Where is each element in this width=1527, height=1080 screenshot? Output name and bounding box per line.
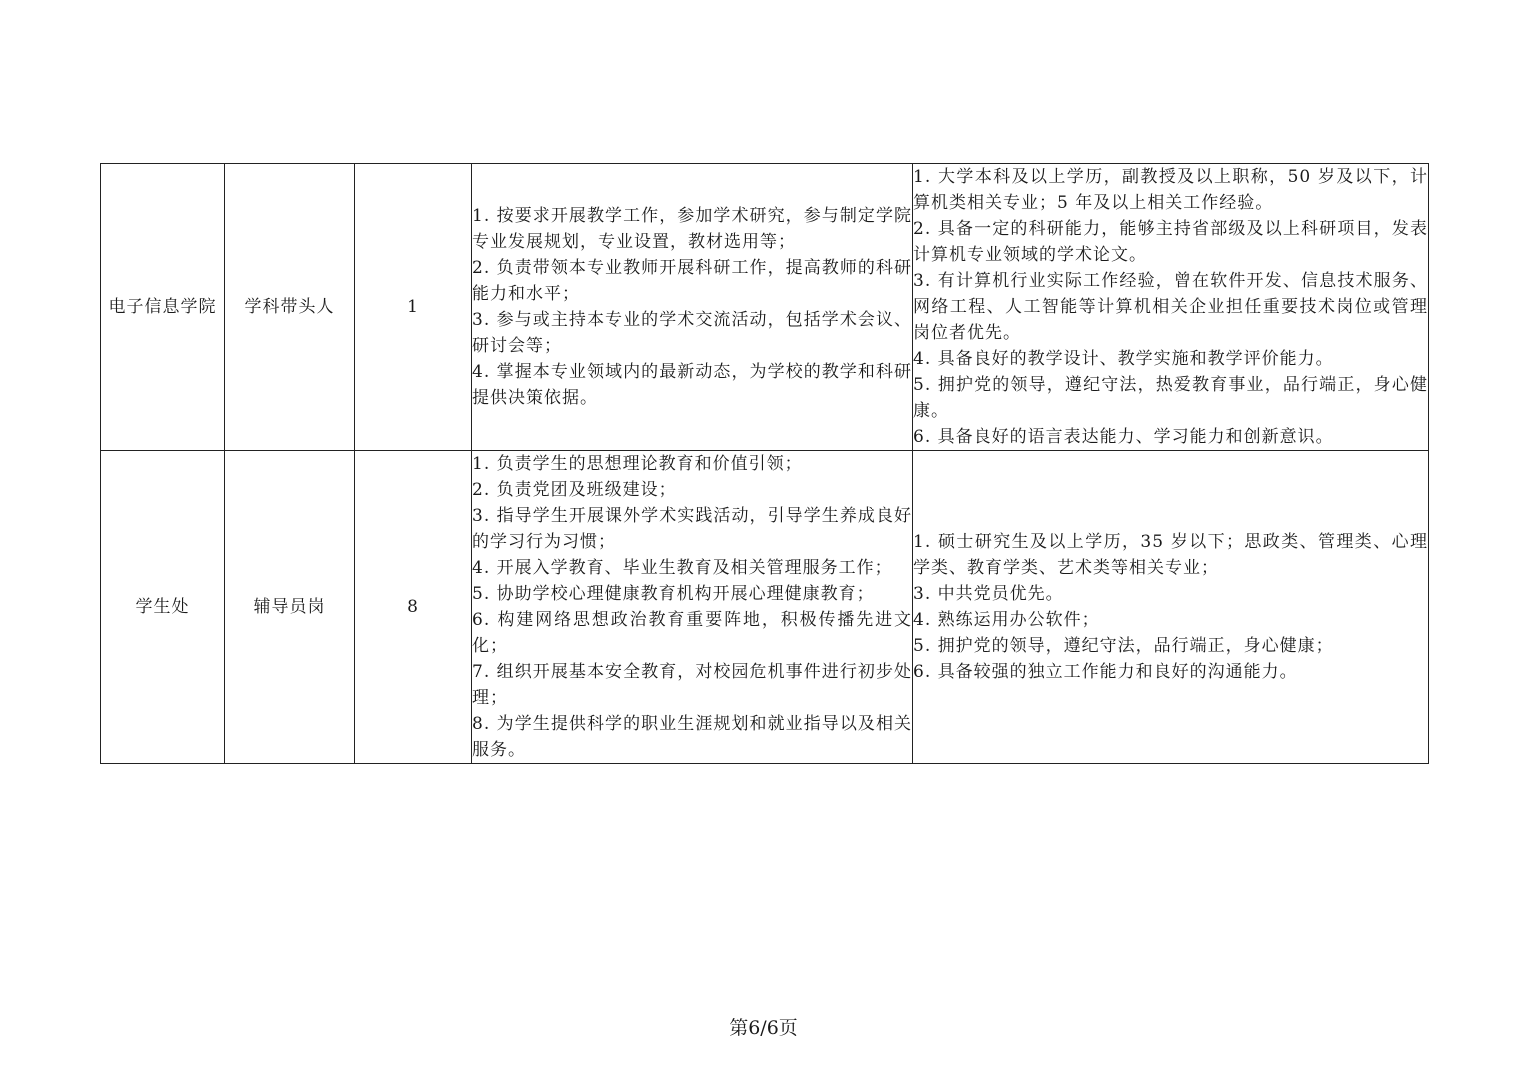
duty-item: 2. 负责带领本专业教师开展科研工作，提高教师的科研能力和水平； — [472, 258, 912, 304]
department-cell: 电子信息学院 — [101, 164, 225, 451]
page-number: 第6/6页 — [729, 1017, 798, 1039]
department-cell: 学生处 — [101, 451, 225, 764]
duty-item: 3. 参与或主持本专业的学术交流活动，包括学术会议、研讨会等； — [472, 310, 912, 356]
duty-item: 7. 组织开展基本安全教育，对校园危机事件进行初步处理； — [472, 662, 912, 708]
duty-item: 6. 构建网络思想政治教育重要阵地，积极传播先进文化； — [472, 610, 912, 656]
count-cell: 8 — [355, 451, 472, 764]
duty-item: 4. 掌握本专业领域内的最新动态，为学校的教学和科研提供决策依据。 — [472, 362, 912, 408]
requirement-item: 2. 具备一定的科研能力，能够主持省部级及以上科研项目，发表计算机专业领域的学术论文。 — [913, 219, 1428, 265]
requirements-cell — [913, 164, 1429, 451]
requirement-item: 4. 具备良好的教学设计、教学实施和教学评价能力。 — [913, 349, 1334, 369]
count-cell: 1 — [355, 164, 472, 451]
requirement-item: 5. 拥护党的领导，遵纪守法，品行端正，身心健康； — [913, 636, 1334, 656]
duty-item: 5. 协助学校心理健康教育机构开展心理健康教育； — [472, 584, 875, 604]
duties-cell — [472, 164, 913, 451]
requirement-item: 3. 有计算机行业实际工作经验，曾在软件开发、信息技术服务、网络工程、人工智能等计算机相关企业担任重要技术岗位或管理岗位者优先。 — [913, 271, 1428, 343]
position-cell: 辅导员岗 — [225, 451, 355, 764]
position-cell: 学科带头人 — [225, 164, 355, 451]
duty-item: 4. 开展入学教育、毕业生教育及相关管理服务工作； — [472, 558, 893, 578]
duty-item: 8. 为学生提供科学的职业生涯规划和就业指导以及相关服务。 — [472, 714, 912, 760]
duties-cell — [472, 451, 913, 764]
duty-item: 1. 按要求开展教学工作，参加学术研究，参与制定学院专业发展规划，专业设置，教材选用等； — [472, 206, 912, 252]
table-row — [101, 451, 1429, 764]
requirement-item: 4. 熟练运用办公软件； — [913, 610, 1100, 630]
requirement-item: 6. 具备良好的语言表达能力、学习能力和创新意识。 — [913, 427, 1334, 447]
requirement-item: 1. 硕士研究生及以上学历，35 岁以下；思政类、管理类、心理学类、教育学类、艺术类等相关专业； — [913, 532, 1428, 578]
duty-item: 2. 负责党团及班级建设； — [472, 480, 677, 500]
job-table — [100, 163, 1429, 764]
requirement-item: 1. 大学本科及以上学历，副教授及以上职称，50 岁及以下，计算机类相关专业；5 年及以上相关工作经验。 — [913, 167, 1428, 213]
requirement-item: 5. 拥护党的领导，遵纪守法，热爱教育事业，品行端正，身心健康。 — [913, 375, 1428, 421]
requirements-cell — [913, 451, 1429, 764]
duty-item: 1. 负责学生的思想理论教育和价值引领； — [472, 454, 803, 474]
table-row — [101, 164, 1429, 451]
requirement-item: 6. 具备较强的独立工作能力和良好的沟通能力。 — [913, 662, 1298, 682]
duty-item: 3. 指导学生开展课外学术实践活动，引导学生养成良好的学习行为习惯； — [472, 506, 912, 552]
requirement-item: 3. 中共党员优先。 — [913, 584, 1064, 604]
